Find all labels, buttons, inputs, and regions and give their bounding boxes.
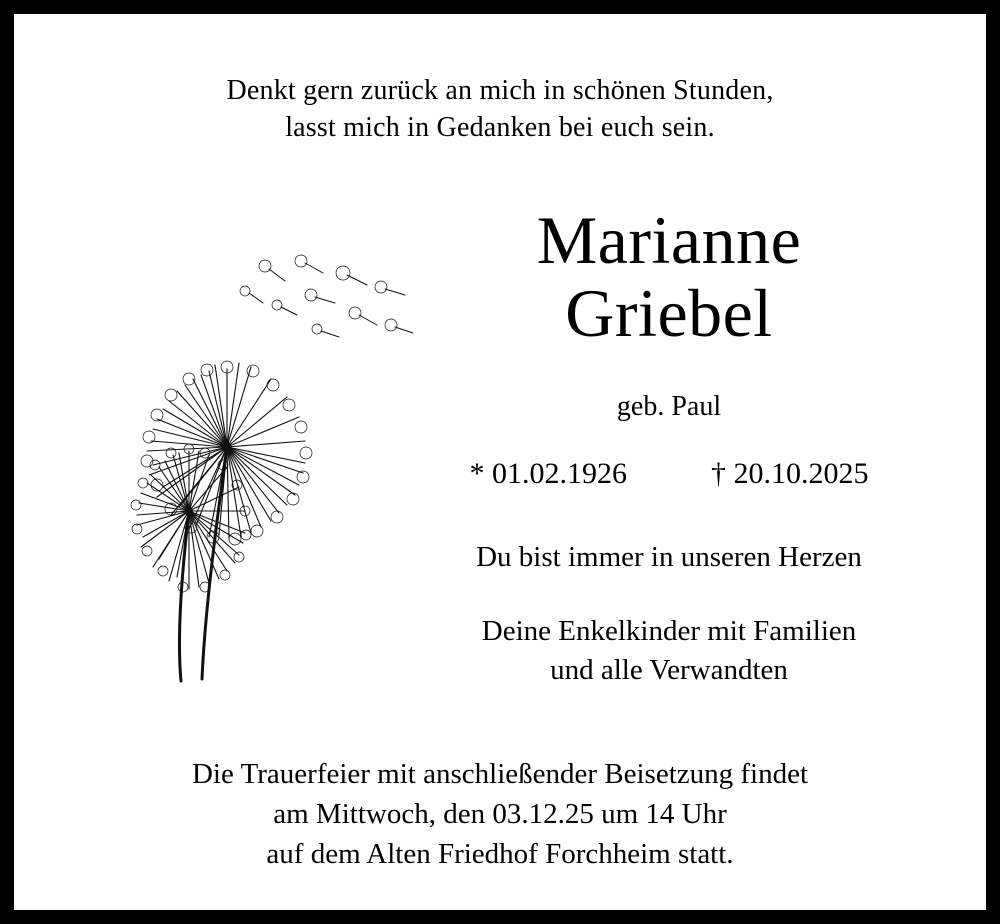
last-name: Griebel [565, 275, 773, 352]
life-dates [369, 457, 969, 491]
verse-block [14, 14, 986, 146]
main-block [369, 204, 969, 690]
family-line-1: Deine Enkelkinder mit Familien [481, 614, 857, 647]
family-line-2: und alle Verwandten [550, 654, 788, 687]
obituary-inner [14, 14, 986, 910]
maiden-name: geb. Paul [616, 390, 722, 422]
service-details [14, 754, 986, 874]
service-line-1: Die Trauerfeier mit anschließender Beisetzung findet [191, 758, 809, 790]
deceased-name [369, 204, 969, 351]
family-block [369, 612, 969, 690]
death-date: † 20.10.2025 [711, 456, 869, 490]
first-name: Marianne [536, 202, 802, 278]
service-line-3: auf dem Alten Friedhof Forchheim statt. [266, 838, 734, 871]
service-line-2: am Mittwoch, den 03.12.25 um 14 Uhr [273, 798, 727, 831]
verse-line-1: Denkt gern zurück an mich in schönen Stunden, [226, 75, 774, 106]
memorial-line: Du bist immer in unseren Herzen [476, 540, 862, 573]
birth-date: * 01.02.1926 [469, 456, 627, 490]
verse-line-2: lasst mich in Gedanken bei euch sein. [285, 112, 715, 144]
